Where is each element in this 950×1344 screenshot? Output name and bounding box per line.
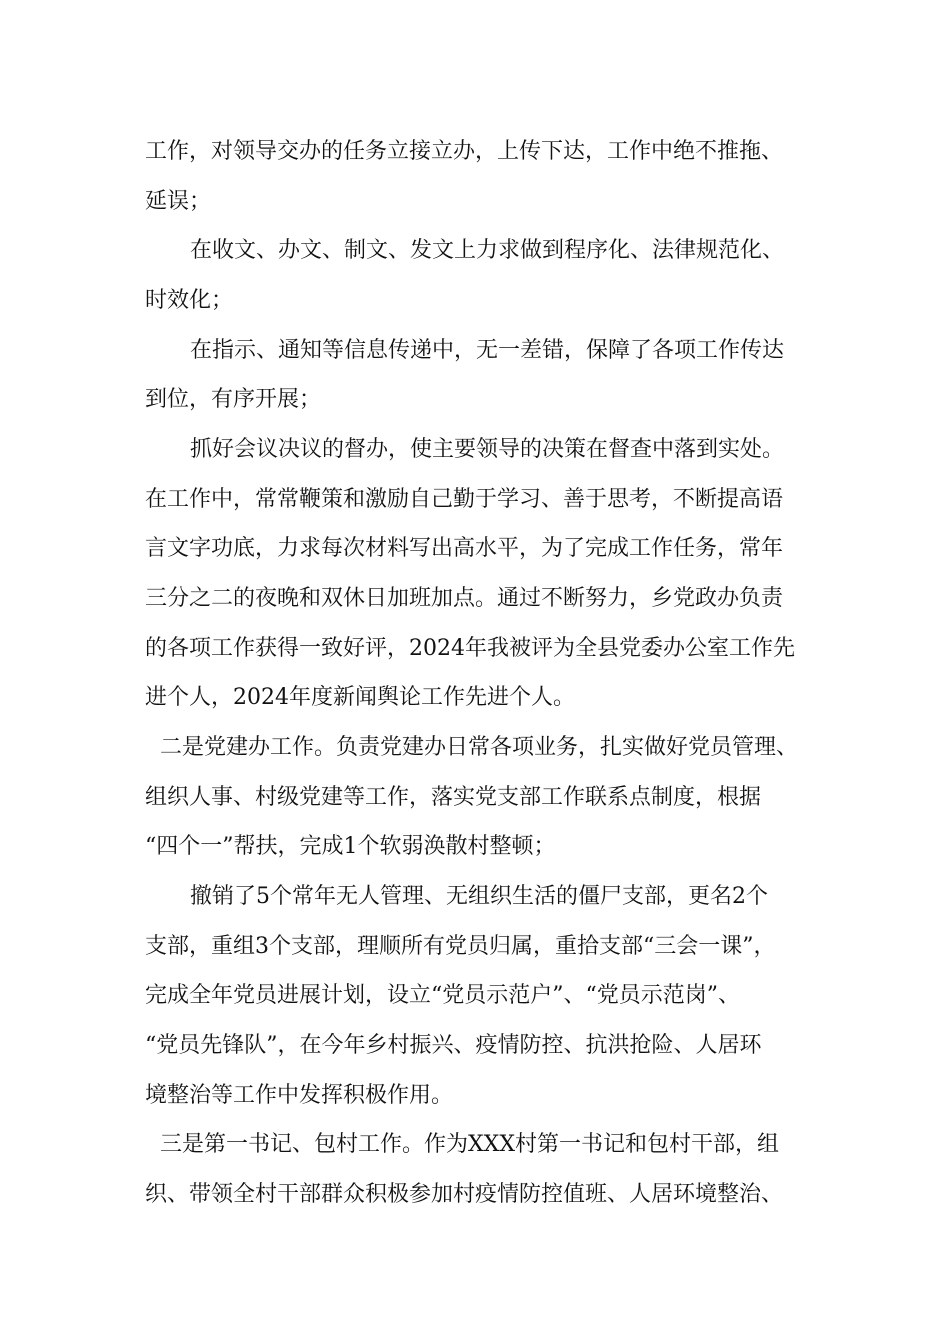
text-line-10: 三分之二的夜晚和双休日加班加点。通过不断努力，乡党政办负责 [145, 586, 784, 611]
text-line-8: 在工作中，常常鞭策和激励自己勤于学习、善于思考，不断提高语 [145, 487, 784, 512]
text-line-3: 在收文、办文、制文、发文上力求做到程序化、法律规范化、 [190, 238, 785, 263]
text-line-19: “党员先锋队”，在今年乡村振兴、疫情防控、抗洪抢险、人居环 [145, 1033, 762, 1058]
text-line-18: 完成全年党员进展计划，设立“党员示范户”、“党员示范岗”、 [145, 983, 740, 1008]
text-line-21: 三是第一书记、包村工作。作为XXX村第一书记和包村干部，组 [160, 1132, 779, 1157]
text-line-1: 工作，对领导交办的任务立接立办，上传下达，工作中绝不推拖、 [145, 139, 784, 164]
text-line-16: 撤销了5个常年无人管理、无组织生活的僵尸支部，更名2个 [190, 884, 768, 909]
text-line-12: 进个人，2024年度新闻舆论工作先进个人。 [145, 685, 575, 710]
text-line-20: 境整治等工作中发挥积极作用。 [145, 1083, 454, 1108]
text-line-22: 织、带领全村干部群众积极参加村疫情防控值班、人居环境整治、 [145, 1182, 784, 1207]
text-line-14: 组织人事、村级党建等工作，落实党支部工作联系点制度，根据 [145, 785, 762, 810]
text-line-2: 延误； [145, 189, 212, 214]
text-line-7: 抓好会议决议的督办，使主要领导的决策在督查中落到实处。 [190, 437, 785, 462]
text-line-11: 的各项工作获得一致好评，2024年我被评为全县党委办公室工作先 [145, 636, 795, 661]
text-line-5: 在指示、通知等信息传递中，无一差错，保障了各项工作传达 [190, 338, 785, 363]
text-line-9: 言文字功底，力求每次材料写出高水平，为了完成工作任务，常年 [145, 536, 784, 561]
text-line-13: 二是党建办工作。负责党建办日常各项业务，扎实做好党员管理、 [160, 735, 799, 760]
text-line-4: 时效化； [145, 288, 234, 313]
text-line-15: “四个一”帮扶，完成1个软弱涣散村整顿； [145, 834, 556, 859]
text-line-6: 到位，有序开展； [145, 387, 322, 412]
text-line-17: 支部，重组3个支部，理顺所有党员归属，重拾支部“三会一课”， [145, 934, 776, 959]
